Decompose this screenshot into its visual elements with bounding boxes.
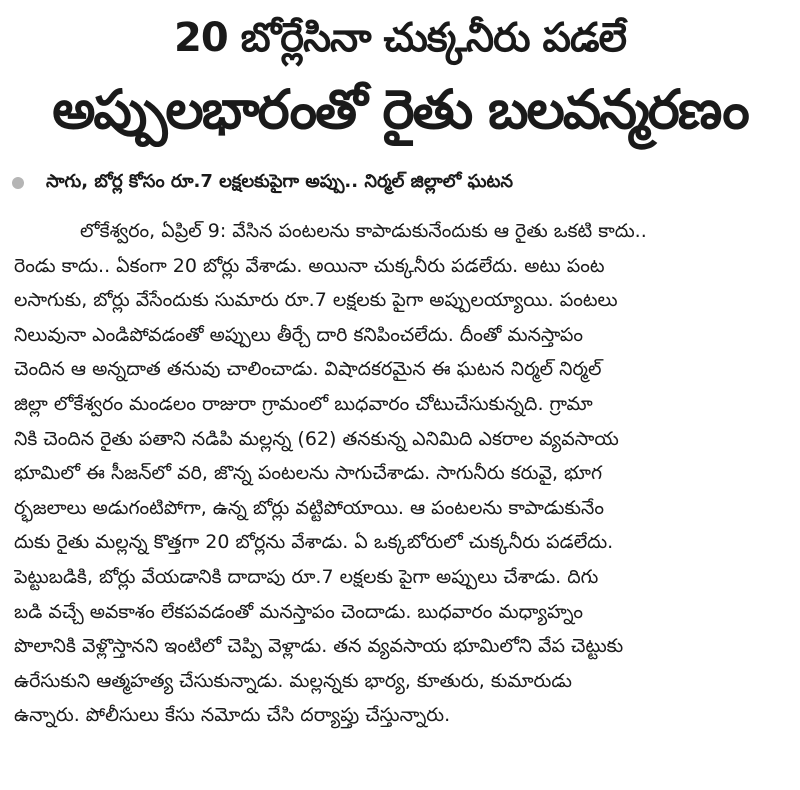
body-line: ర్భజలాలు అడుగంటిపోగా, ఉన్న బోర్లు వట్టిపోయాయి. ఆ పంటలను కాపాడుకునేం [14, 496, 604, 519]
headline-line-2: అప్పులభారంతో రైతు బలవన్మరణం [52, 78, 748, 141]
body-line: నికి చెందిన రైతు పతాని నడిపి మల్లన్న (62) తనకున్న ఎనిమిది ఎకరాల వ్యవసాయ [14, 427, 619, 450]
body-line: లసాగుకు, బోర్లు వేసేందుకు సుమారు రూ.7 లక్షలకు పైగా అప్పులయ్యాయి. పంటలు [14, 289, 618, 312]
body-line: రెండు కాదు.. ఏకంగా 20 బోర్లు వేశాడు. అయినా చుక్కనీరు పడలేదు. అటు పంట [14, 254, 605, 277]
body-line: జిల్లా లోకేశ్వరం మండలం రాజురా గ్రామంలో బుధవారం చోటుచేసుకున్నది. గ్రామా [14, 392, 593, 415]
bullet-icon [12, 177, 24, 189]
body-line: దుకు రైతు మల్లన్న కొత్తగా 20 బోర్లను వేశాడు. ఏ ఒక్కబోరులో చుక్కనీరు పడలేదు. [14, 531, 614, 554]
article-body [14, 214, 794, 733]
body-line: పొలానికి వెళ్లొస్తానని ఇంటిలో చెప్పి వెళ్లాడు. తన వ్యవసాయ భూమిలోని వేప చెట్టుకు [14, 635, 624, 658]
body-line: నిలువునా ఎండిపోవడంతో అప్పులు తీర్చే దారి కనిపించలేదు. దీంతో మనస్తాపం [14, 323, 584, 346]
subheadline [12, 168, 792, 198]
body-line: ఉరేసుకుని ఆత్మహత్య చేసుకున్నాడు. మల్లన్నకు భార్య, కూతురు, కుమారుడు [14, 669, 572, 692]
body-line: భూమిలో ఈ సీజన్‌లో వరి, జొన్న పంటలను సాగుచేశాడు. సాగునీరు కరువై, భూగ [14, 462, 603, 485]
body-line: లోకేశ్వరం, ఏప్రిల్ 9: వేసిన పంటలను కాపాడుకునేందుకు ఆ రైతు ఒకటి కాదు.. [80, 220, 647, 242]
body-line: పెట్టుబడికి, బోర్లు వేయడానికి దాదాపు రూ.7 లక్షలకు పైగా అప్పులు చేశాడు. దిగు [14, 565, 599, 588]
subheadline-text: సాగు, బోర్ల కోసం రూ.7 లక్షలకుపైగా అప్పు.. నిర్మల్ జిల్లాలో ఘటన [46, 170, 514, 192]
headline-line-1: 20 బోర్లేసినా చుక్కనీరు పడలే [174, 15, 626, 61]
body-line: ఉన్నారు. పోలీసులు కేసు నమోదు చేసి దర్యాప్తు చేస్తున్నారు. [14, 704, 451, 727]
body-line: బడి వచ్చే అవకాశం లేకపవడంతో మనస్తాపం చెందాడు. బుధవారం మధ్యాహ్నం [14, 600, 583, 623]
body-line: చెందిన ఆ అన్నదాత తనువు చాలించాడు. విషాదకరమైన ఈ ఘటన నిర్మల్ నిర్మల్ [14, 358, 602, 381]
